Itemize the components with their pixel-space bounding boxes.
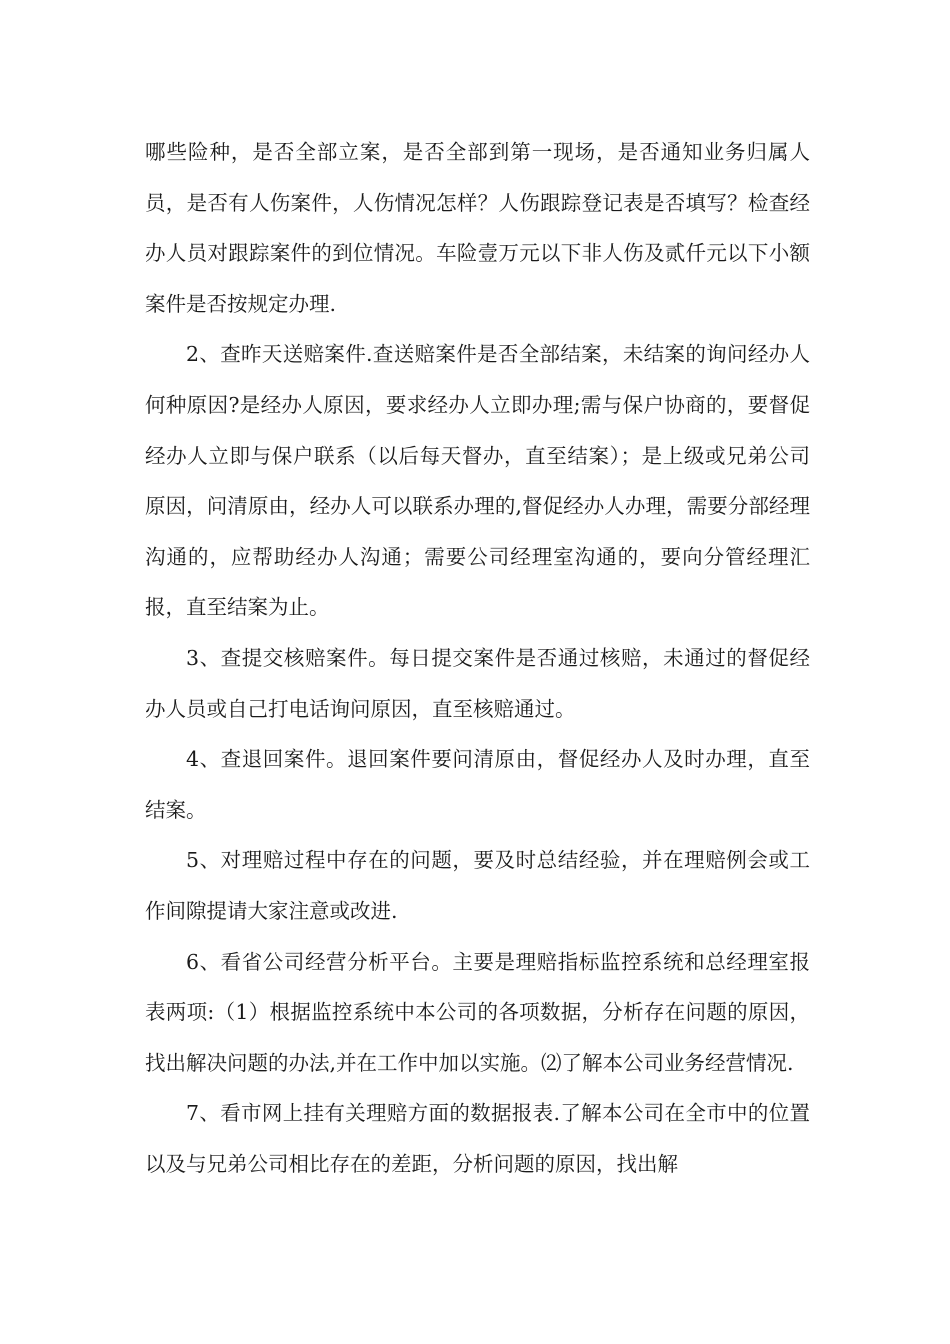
paragraph-item-2: 2、查昨天送赔案件.查送赔案件是否全部结案，未结案的询问经办人何种原因?是经办人原因，要求经办人立即办理;需与保户协商的，要督促经办人立即与保户联系（以后每天督办，直至结案）；是上级或兄弟公司原因，问清原由，经办人可以联系办理的,督促经办人办理，需要分部经理沟通的，应帮助经办人沟通；需要公司经理室沟通的，要向分管经理汇报，直至结案为止。 — [145, 342, 810, 620]
paragraph-item-5: 5、对理赔过程中存在的问题，要及时总结经验，并在理赔例会或工作间隙提请大家注意或改进. — [145, 848, 810, 923]
document-body — [145, 127, 810, 1189]
paragraph-item-6: 6、看省公司经营分析平台。主要是理赔指标监控系统和总经理室报表两项:（1）根据监控系统中本公司的各项数据，分析存在问题的原因，找出解决问题的办法,并在工作中加以实施。⑵了解本公司业务经营情况. — [145, 949, 810, 1075]
paragraph-item-4: 4、查退回案件。退回案件要问清原由，督促经办人及时办理，直至结案。 — [145, 747, 810, 822]
paragraph-item-7: 7、看市网上挂有关理赔方面的数据报表.了解本公司在全市中的位置以及与兄弟公司相比存在的差距，分析问题的原因，找出解 — [145, 1101, 810, 1176]
paragraph-continued: 哪些险种，是否全部立案，是否全部到第一现场，是否通知业务归属人员，是否有人伤案件，人伤情况怎样？人伤跟踪登记表是否填写？检查经办人员对跟踪案件的到位情况。车险壹万元以下非人伤及贰仟元以下小额案件是否按规定办理. — [145, 140, 810, 316]
paragraph-item-3: 3、查提交核赔案件。每日提交案件是否通过核赔，未通过的督促经办人员或自己打电话询问原因，直至核赔通过。 — [145, 645, 810, 721]
